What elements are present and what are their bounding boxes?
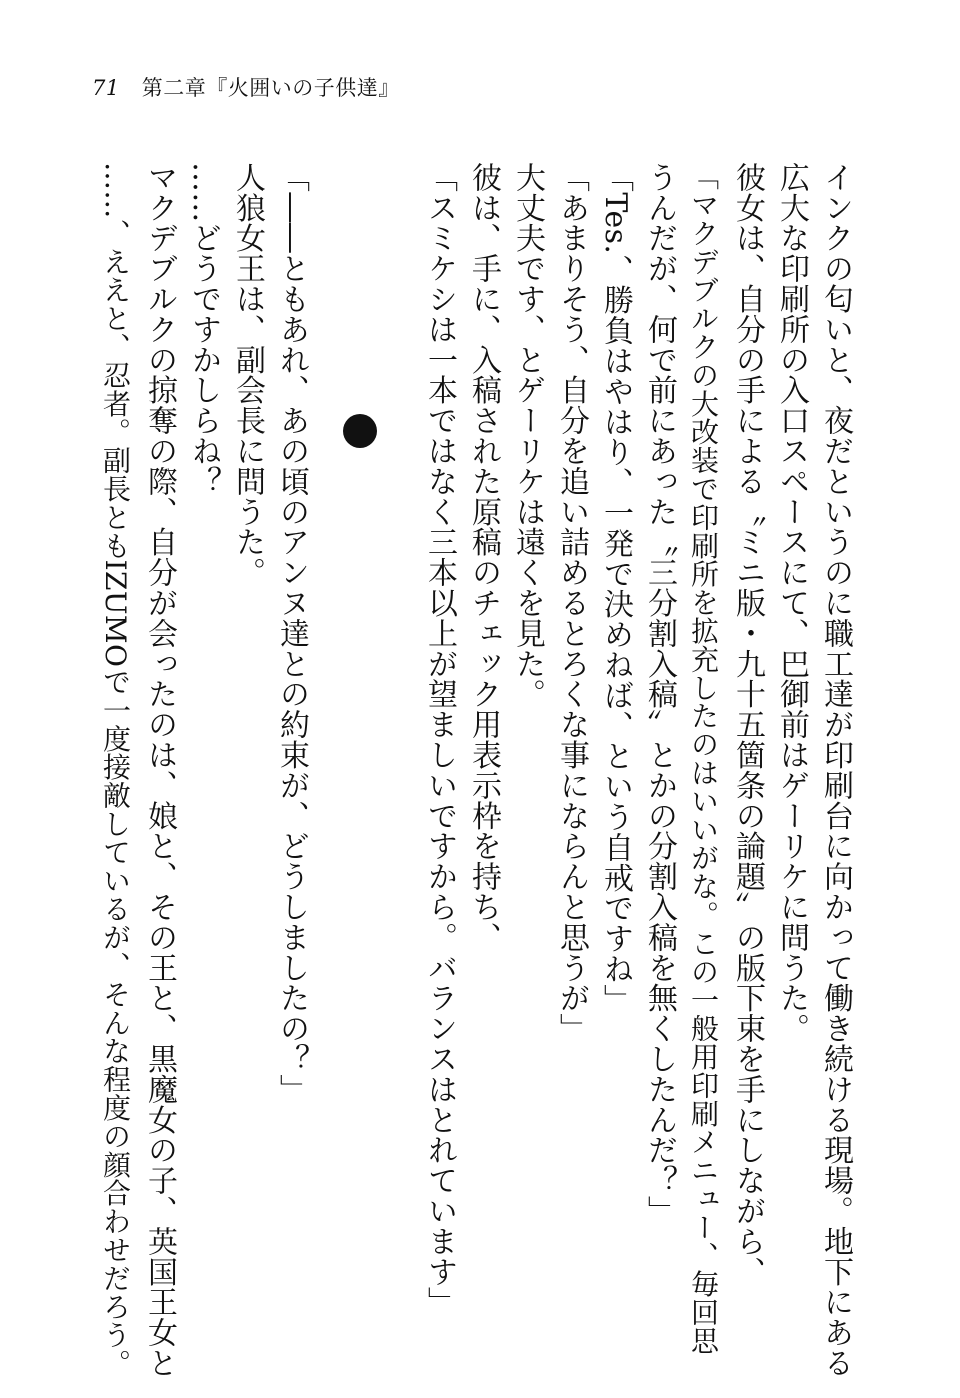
text-column: ……どうですかしらね？ — [186, 162, 221, 497]
page-number: 71 — [92, 76, 120, 100]
text-column: 彼女は、自分の手による〝ミニ版・九十五箇条の論題〟の版下束を手にしながら、 — [730, 162, 765, 1287]
scene-break-dot — [343, 414, 377, 448]
page-header — [92, 72, 400, 102]
text-column: 「あまりそう、自分を追い詰めるとろくな事にならんと思うが」 — [554, 162, 589, 1044]
text-column: 大丈夫です、とゲーリケは遠くを見た。 — [510, 162, 545, 710]
text-column: ……、ええと、忍者。副長ともIZUMOで一度接敵しているが、そんな程度の顔合わせだろう。 — [99, 162, 132, 1378]
text-column: 「Tes.、勝負はやはり、一発で決めねば、という自戒ですね」 — [598, 162, 633, 1015]
text-column: うんだが、何で前にあった〝三分割入稿〟とかの分割入稿を無くしたんだ？」 — [642, 162, 677, 1226]
chapter-title: 第二章『火囲いの子供達』 — [141, 76, 400, 100]
text-column: 人狼女王は、副会長に問うた。 — [230, 162, 265, 588]
text-column: 「スミケシは一本ではなく三本以上が望ましいですから。バランスはとれています」 — [422, 162, 457, 1318]
text-column: 「――ともあれ、あの頃のアンヌ達との約束が、どうしましたの？」 — [274, 162, 309, 1105]
text-column: マクデブルクの掠奪の際、自分が会ったのは、娘と、その王と、黒魔女の子、英国王女と — [142, 162, 177, 1378]
text-column: インクの匂いと、夜だというのに職工達が印刷台に向かって働き続ける現場。地下にある — [818, 162, 853, 1378]
text-column: 「マクデブルクの大改装で印刷所を拡充したのはいいがな。この一般用印刷メニュー、毎回思 — [687, 162, 720, 1355]
text-column: 広大な印刷所の入口スペースにて、巴御前はゲーリケに問うた。 — [774, 162, 809, 1044]
text-column: 彼は、手に、入稿された原稿のチェック用表示枠を持ち、 — [466, 162, 501, 953]
